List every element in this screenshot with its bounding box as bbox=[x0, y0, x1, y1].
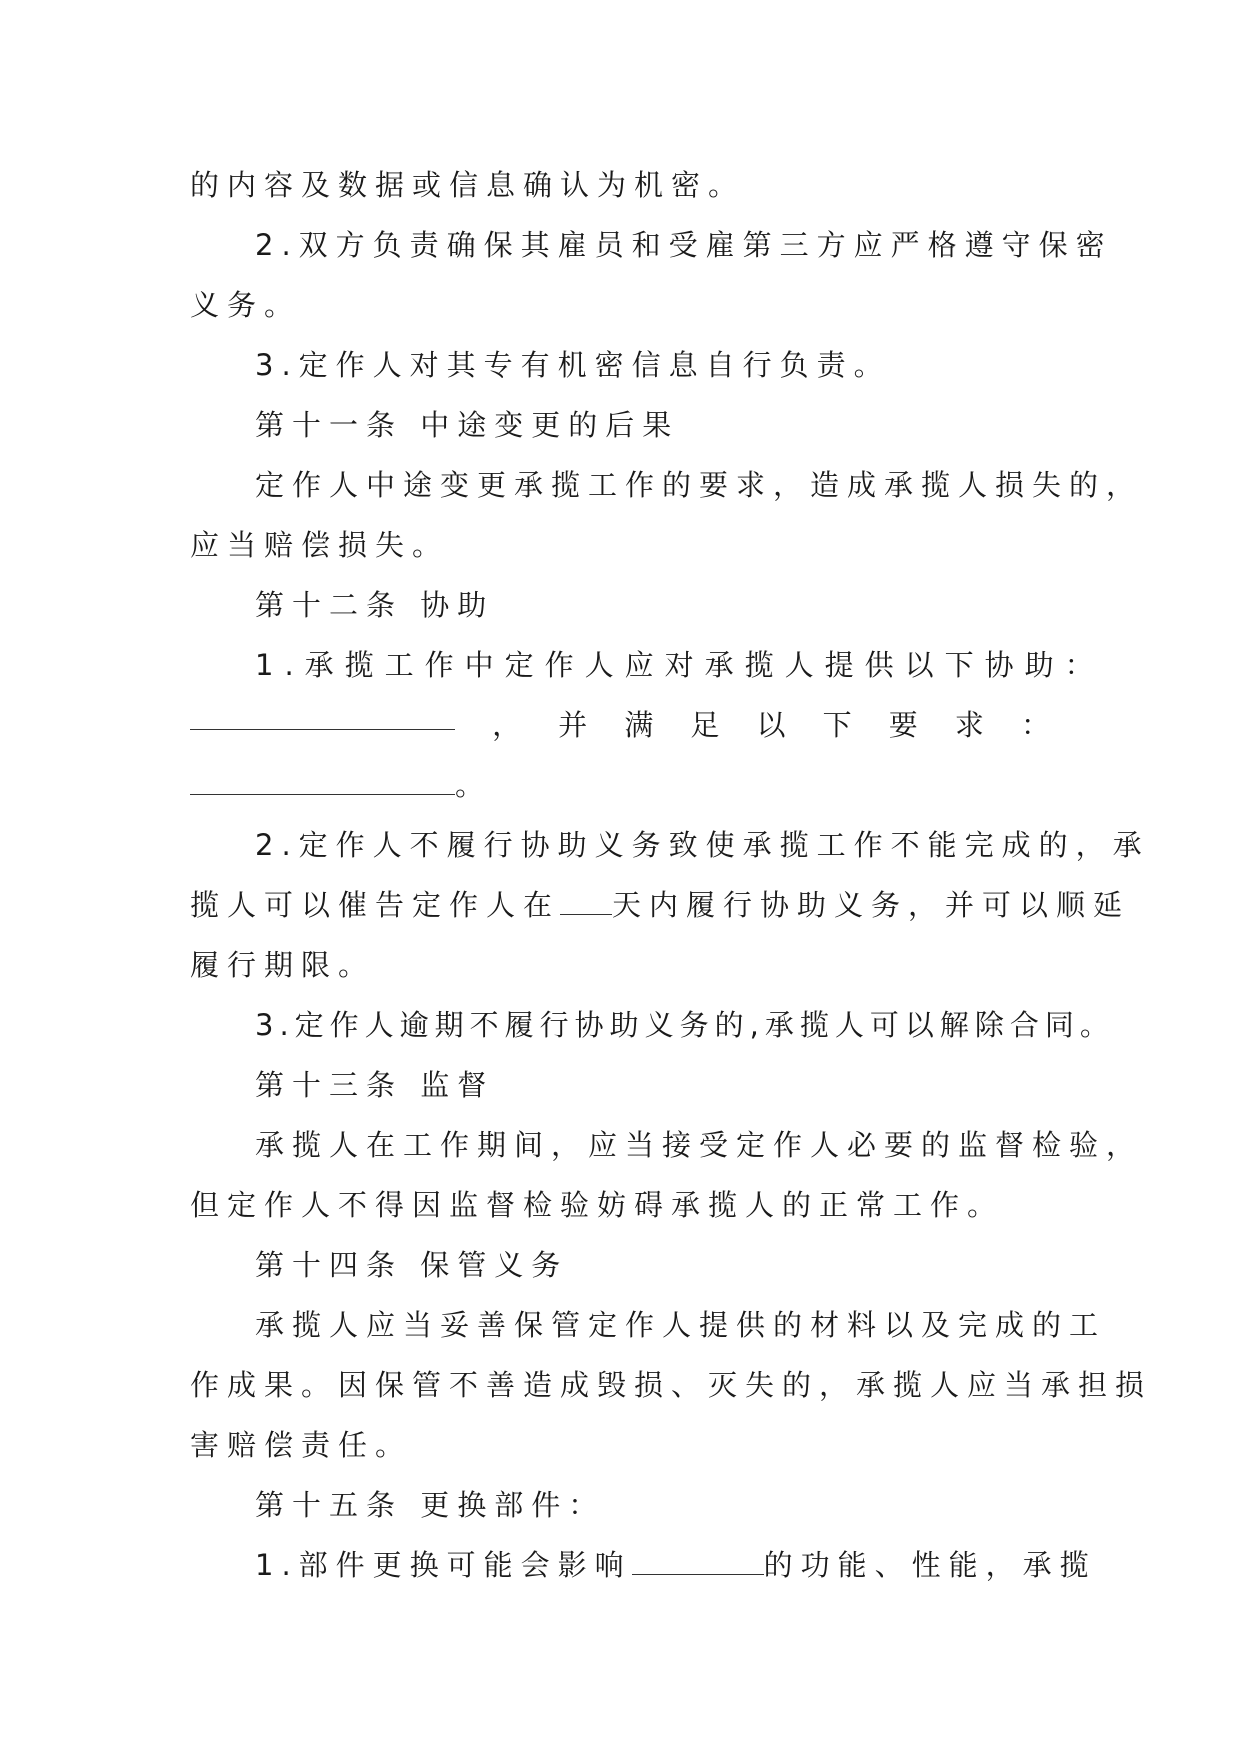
text-fragment: 天内履行协助义务，并可以顺延 bbox=[612, 888, 1131, 922]
paragraph-line: 承揽人在工作期间，应当接受定作人必要的监督检验， bbox=[255, 1128, 1144, 1162]
paragraph-line bbox=[190, 755, 1050, 815]
justified-line bbox=[190, 695, 1050, 755]
paragraph-line bbox=[190, 875, 1131, 935]
text-char: 并 bbox=[558, 708, 588, 742]
text-char: ， bbox=[492, 708, 522, 742]
text-char: 求 bbox=[954, 708, 984, 742]
document-page bbox=[190, 155, 1153, 1595]
fill-in-blank[interactable] bbox=[190, 695, 455, 730]
paragraph-line: 但定作人不得因监督检验妨碍承揽人的正常工作。 bbox=[190, 1188, 1005, 1222]
paragraph-line: 应当赔偿损失。 bbox=[190, 528, 450, 562]
article-heading: 第十二条 协助 bbox=[255, 588, 495, 622]
paragraph-line: 履行期限。 bbox=[190, 948, 376, 982]
paragraph-line: 作成果。因保管不善造成毁损、灭失的，承揽人应当承担损 bbox=[190, 1368, 1153, 1402]
text-char: 满 bbox=[624, 708, 654, 742]
clause-item: 3.定作人对其专有机密信息自行负责。 bbox=[255, 348, 891, 382]
fill-in-blank[interactable] bbox=[560, 880, 612, 915]
paragraph-line: 害赔偿责任。 bbox=[190, 1428, 413, 1462]
article-heading: 第十五条 更换部件： bbox=[255, 1488, 606, 1522]
text-char: 要 bbox=[888, 708, 918, 742]
paragraph-line: 定作人中途变更承揽工作的要求，造成承揽人损失的， bbox=[255, 468, 1144, 502]
article-heading: 第十四条 保管义务 bbox=[255, 1248, 569, 1282]
clause-item: 3.定作人逾期不履行协助义务的,承揽人可以解除合同。 bbox=[255, 1008, 1115, 1042]
text-char: 以 bbox=[756, 708, 786, 742]
clause-item bbox=[190, 1535, 1097, 1595]
article-heading: 第十一条 中途变更的后果 bbox=[255, 408, 680, 442]
text-fragment: 1.部件更换可能会影响 bbox=[255, 1548, 632, 1582]
text-char: 足 bbox=[690, 708, 720, 742]
clause-item: 1.承揽工作中定作人应对承揽人提供以下协助： bbox=[255, 648, 1105, 682]
paragraph-line: 义务。 bbox=[190, 288, 302, 322]
clause-item: 2.定作人不履行协助义务致使承揽工作不能完成的，承 bbox=[255, 828, 1150, 862]
text-char: 下 bbox=[822, 708, 852, 742]
text-fragment: 揽人可以催告定作人在 bbox=[190, 888, 561, 922]
clause-item: 2.双方负责确保其雇员和受雇第三方应严格遵守保密 bbox=[255, 228, 1113, 262]
fill-in-blank[interactable] bbox=[190, 760, 455, 795]
fill-in-blank[interactable] bbox=[632, 1540, 764, 1575]
text-fragment: 。 bbox=[455, 768, 493, 802]
paragraph-line: 的内容及数据或信息确认为机密。 bbox=[190, 168, 746, 202]
text-fragment: 的功能、性能，承揽 bbox=[763, 1548, 1097, 1582]
article-heading: 第十三条 监督 bbox=[255, 1068, 495, 1102]
text-char: ： bbox=[1020, 708, 1050, 742]
paragraph-line: 承揽人应当妥善保管定作人提供的材料以及完成的工 bbox=[255, 1308, 1107, 1342]
